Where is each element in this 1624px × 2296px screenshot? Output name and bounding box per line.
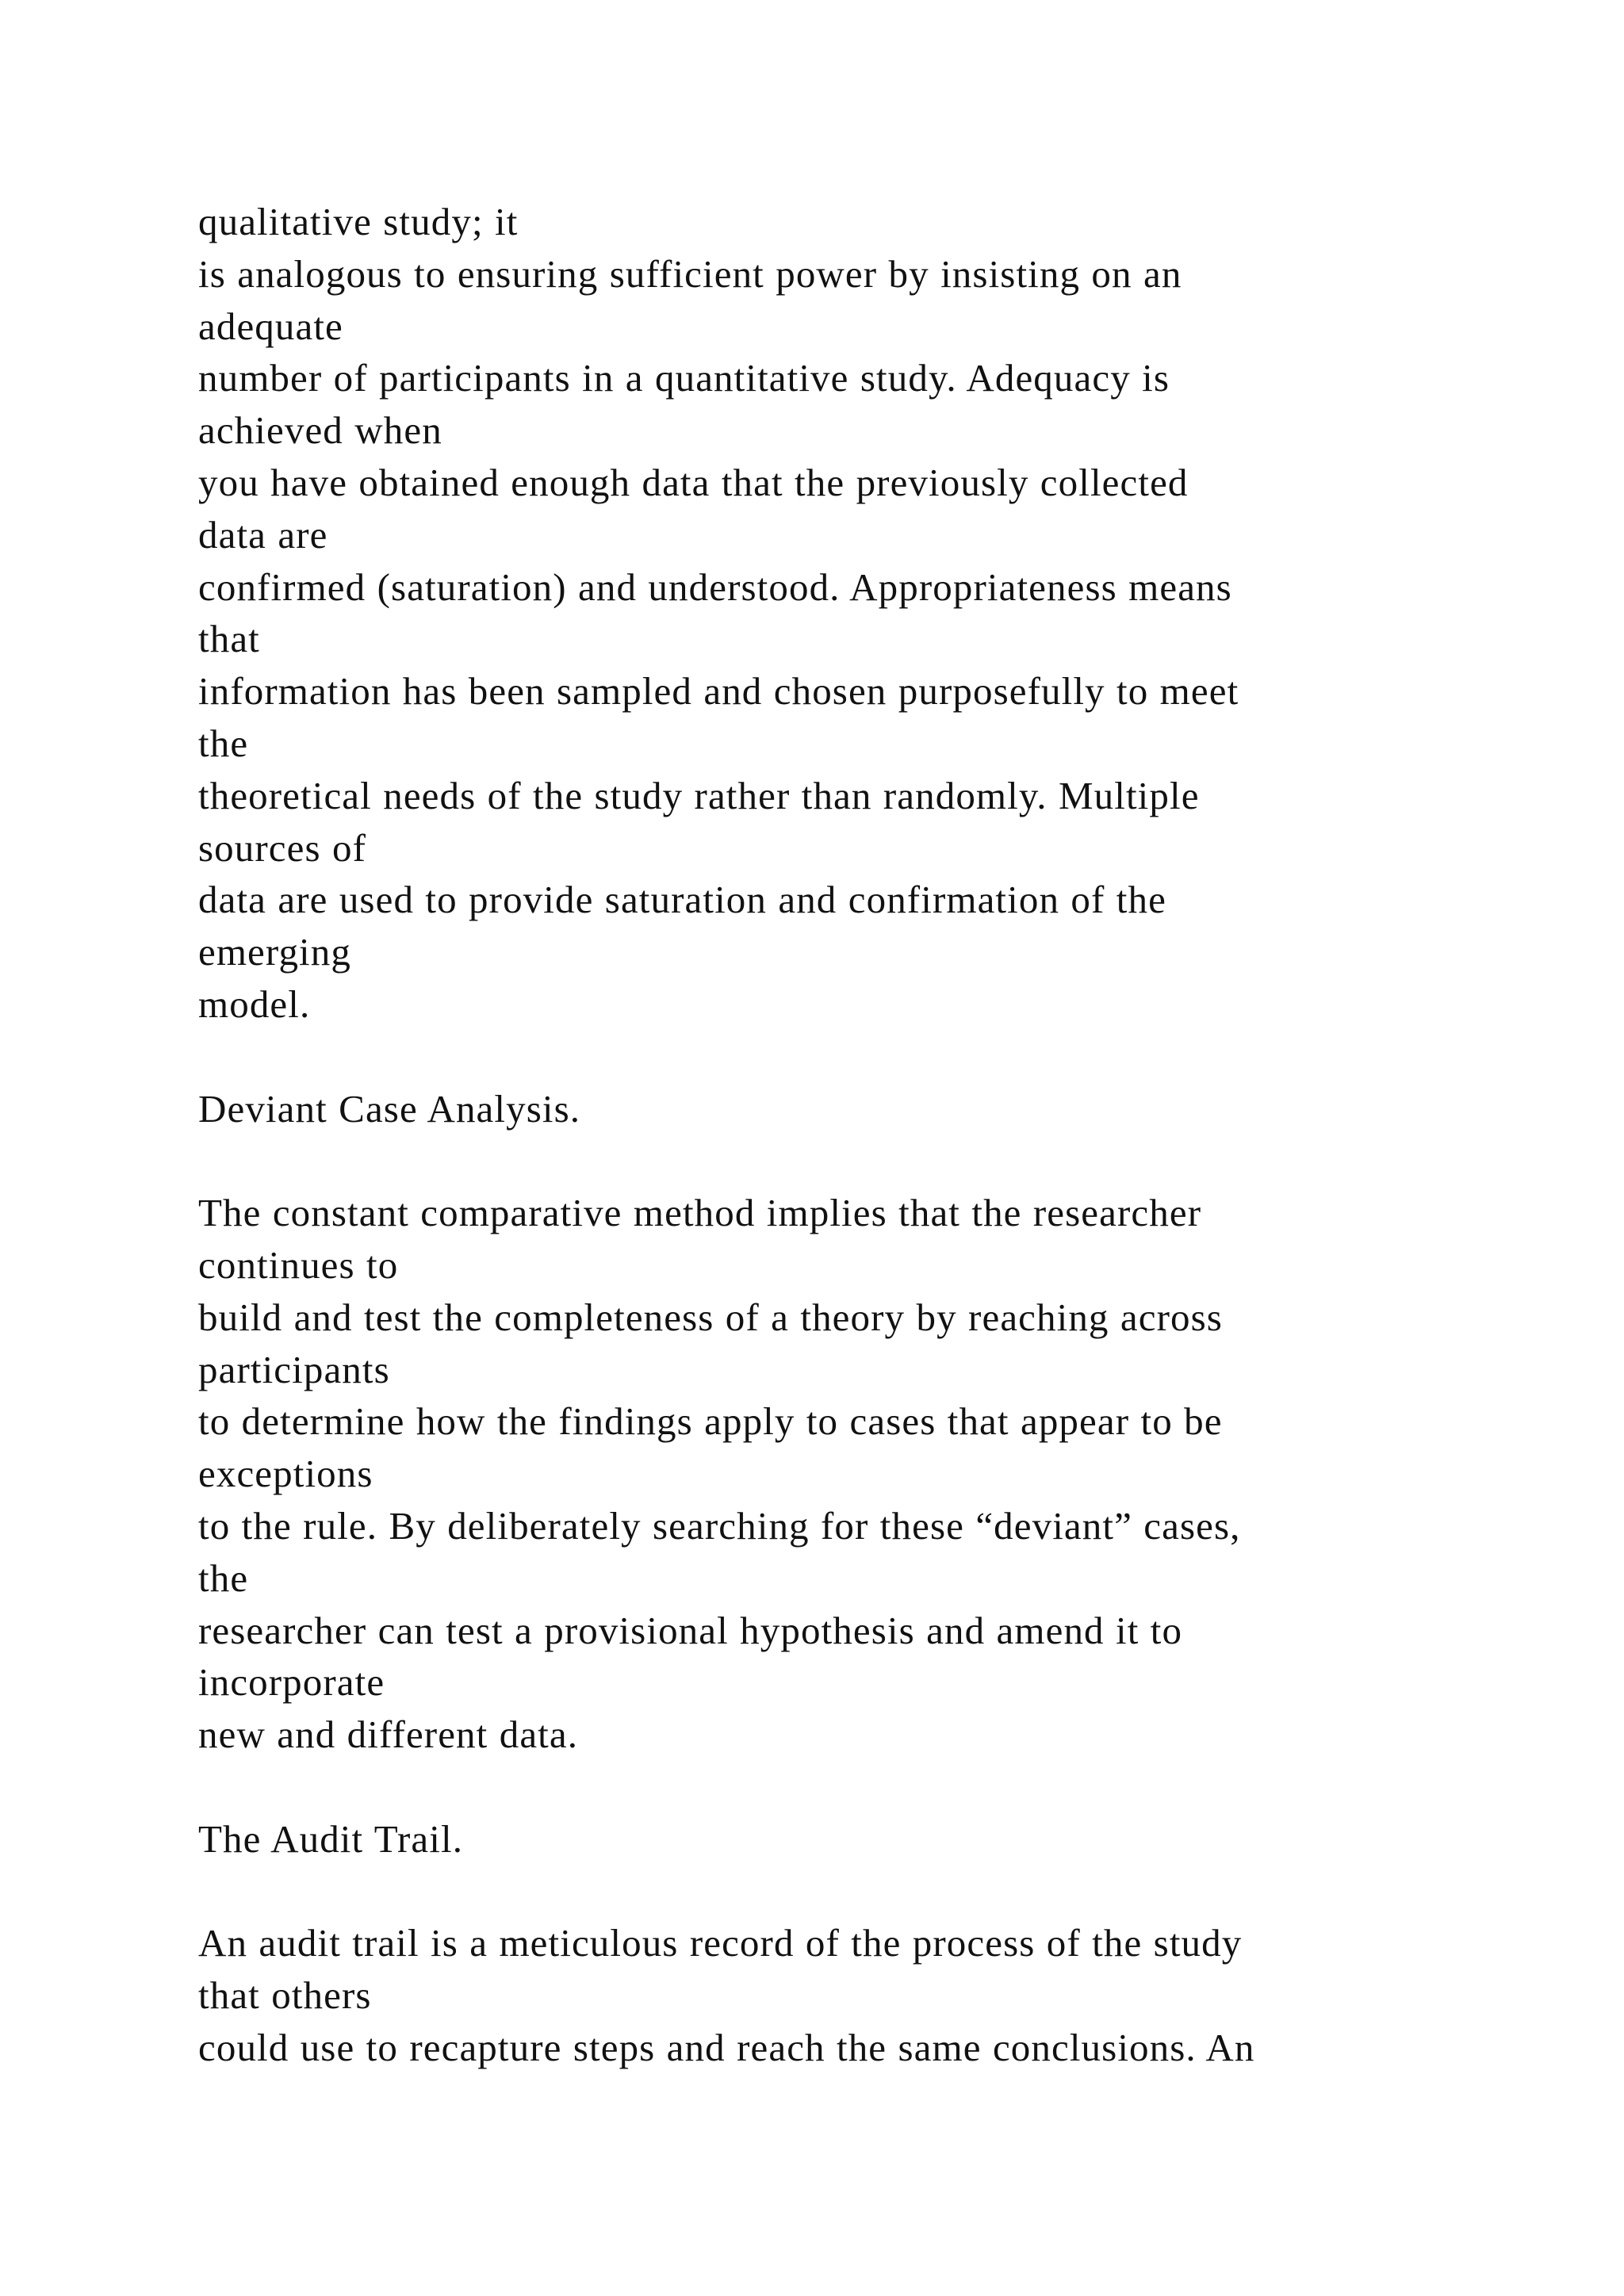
text-line: researcher can test a provisional hypothesis and amend it to [198, 1608, 1183, 1652]
text-line: achieved when [198, 408, 442, 453]
document-body [198, 196, 1586, 2074]
text-line: confirmed (saturation) and understood. Appropriateness means [198, 564, 1232, 609]
text-line: you have obtained enough data that the previously collected [198, 460, 1189, 504]
section-heading: The Audit Trail. [198, 1816, 464, 1861]
blank-line [198, 1031, 1586, 1083]
text-line: sources of [198, 825, 367, 870]
text-line: new and different data. [198, 1712, 579, 1757]
blank-line [198, 1135, 1586, 1187]
text-line: the [198, 721, 249, 765]
text-line: to the rule. By deliberately searching for these “deviant” cases, [198, 1503, 1241, 1548]
text-line: that others [198, 1973, 372, 2018]
text-line: participants [198, 1347, 390, 1391]
text-line: model. [198, 982, 311, 1026]
blank-line [198, 1866, 1586, 1918]
text-line: qualitative study; it [198, 200, 519, 243]
text-line: the [198, 1556, 249, 1600]
text-line: incorporate [198, 1660, 385, 1705]
text-line: to determine how the findings apply to cases that appear to be [198, 1399, 1223, 1444]
blank-line [198, 1761, 1586, 1813]
text-line: theoretical needs of the study rather than randomly. Multiple [198, 773, 1200, 817]
text-line: exceptions [198, 1452, 373, 1496]
text-line: that [198, 617, 260, 661]
text-line: An audit trail is a meticulous record of the process of the study [198, 1921, 1243, 1965]
text-line: could use to recapture steps and reach the same conclusions. An [198, 2025, 1255, 2069]
section-heading: Deviant Case Analysis. [198, 1086, 581, 1131]
text-line: information has been sampled and chosen purposefully to meet [198, 669, 1239, 714]
text-line: data are [198, 512, 328, 557]
text-line: continues to [198, 1242, 399, 1287]
text-line: emerging [198, 930, 351, 974]
text-line: data are used to provide saturation and confirmation of the [198, 878, 1166, 922]
text-line: adequate [198, 304, 343, 348]
text-line: build and test the completeness of a theory by reaching across [198, 1295, 1223, 1339]
text-line: number of participants in a quantitative study. Adequacy is [198, 356, 1170, 400]
text-line: is analogous to ensuring sufficient power by insisting on an [198, 251, 1182, 296]
text-line: The constant comparative method implies that the researcher [198, 1191, 1202, 1235]
